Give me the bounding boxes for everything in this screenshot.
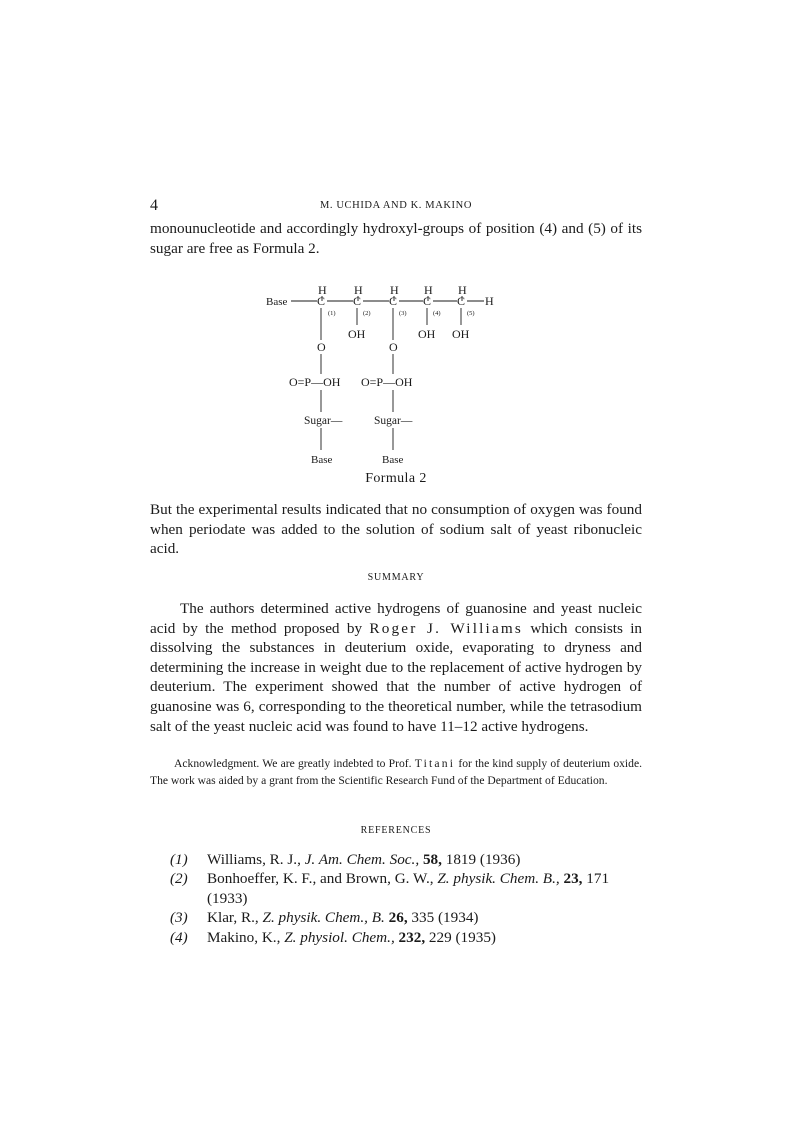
reference-volume: 232, (398, 928, 426, 946)
formula-phosphate-2: O=P—OH (361, 375, 413, 389)
reference-number: (1) (170, 851, 188, 868)
reference-pages-year: 1819 (1936) (445, 851, 521, 868)
page-header (150, 197, 642, 217)
formula-h-1: H (318, 283, 327, 297)
reference-journal: Z. physik. Chem. B., (437, 870, 560, 888)
page-number: 4 (150, 197, 158, 214)
reference-number: (3) (170, 909, 188, 927)
reference-journal: Z. physiol. Chem., (284, 928, 395, 946)
formula-pos-3: (3) (399, 310, 407, 317)
reference-pages-year: 335 (1934) (411, 909, 479, 927)
reference-volume: 58, (422, 851, 442, 868)
formula-c-5: C (457, 294, 466, 308)
summary-author-name: Roger J. Williams (369, 619, 524, 637)
reference-authors: Klar, R., (207, 909, 259, 927)
reference-list (170, 850, 640, 947)
acknowledgment-text-after: for the kind supply of deuterium oxide. The work was aided by a grant from the Scientific Research Fund of the Department of Education. (150, 757, 642, 787)
summary-text-before: The authors determined active hydrogens of guanosine and yeast nucleic acid by the method proposed by (150, 600, 642, 637)
formula-phosphate-1: O=P—OH (289, 375, 341, 389)
reference-item (170, 850, 640, 869)
reference-item (170, 908, 640, 927)
formula-oh-5: OH (452, 327, 470, 341)
reference-pages-year: 229 (1935) (428, 928, 496, 946)
formula-h-terminal: H (485, 294, 494, 308)
formula-base-2: Base (382, 454, 404, 466)
formula-base-left: Base (266, 296, 288, 308)
reference-number: (2) (170, 870, 188, 888)
reference-item (170, 869, 640, 908)
summary-text-after: which consists in dissolving the substances in deuterium oxide, evaporating to dryness and determining the increase in weight due to the replacement of active hydrogen by deuterium. The experiment showed that the number of active hydrogen of guanosine was 6, corresponding to the theoretical number, while the tetrasodium salt of the yeast nucleic acid was found to have 11–12 active hydrogens. (150, 619, 643, 735)
formula-base-1: Base (311, 454, 333, 466)
reference-authors: Makino, K., (207, 928, 281, 946)
result-paragraph: But the experimental results indicated that no consumption of oxygen was found when periodate was added to the solution of sodium salt of yeast ribonucleic acid. (150, 501, 642, 558)
formula-oh-2: OH (348, 327, 366, 341)
formula-pos-5: (5) (467, 310, 475, 317)
reference-pages-year: 171 (1933) (207, 870, 610, 907)
reference-volume: 23, (563, 870, 583, 888)
acknowledgment-paragraph (150, 755, 642, 789)
formula-oh-4: OH (418, 327, 436, 341)
reference-journal: Z. physik. Chem., B. (262, 909, 385, 927)
formula-sugar-2: Sugar— (374, 415, 413, 427)
formula-h-4: H (424, 283, 433, 297)
formula-h-3: H (390, 283, 399, 297)
running-head: M. UCHIDA AND K. MAKINO (319, 200, 473, 211)
reference-authors: Williams, R. J., (207, 851, 301, 868)
formula-h-2: H (354, 283, 363, 297)
formula-c-4: C (423, 294, 432, 308)
formula-pos-4: (4) (433, 310, 441, 317)
formula-c-3: C (389, 294, 398, 308)
summary-heading: SUMMARY (367, 572, 425, 583)
formula-c-2: C (353, 294, 362, 308)
acknowledgment-name: Titani (414, 757, 456, 770)
formula-c-1: C (317, 294, 326, 308)
reference-number: (4) (170, 928, 188, 946)
summary-paragraph (150, 599, 642, 736)
reference-volume: 26, (388, 909, 408, 927)
reference-journal: J. Am. Chem. Soc., (304, 851, 420, 868)
structural-formula (262, 282, 522, 467)
reference-authors: Bonhoeffer, K. F., and Brown, G. W., (207, 870, 434, 888)
references-heading: REFERENCES (360, 825, 432, 836)
reference-item (170, 928, 640, 947)
formula-o-1: O (317, 340, 326, 354)
formula-h-5: H (458, 283, 467, 297)
intro-paragraph: monounucleotide and accordingly hydroxyl-groups of position (4) and (5) of its sugar are free as Formula 2. (150, 220, 642, 257)
formula-sugar-1: Sugar— (304, 415, 343, 427)
acknowledgment-text-before: Acknowledgment. We are greatly indebted to Prof. (174, 757, 412, 770)
formula-o-3: O (389, 340, 398, 354)
formula-pos-1: (1) (328, 310, 336, 317)
formula-pos-2: (2) (363, 310, 371, 317)
formula-caption: Formula 2 (365, 471, 427, 486)
